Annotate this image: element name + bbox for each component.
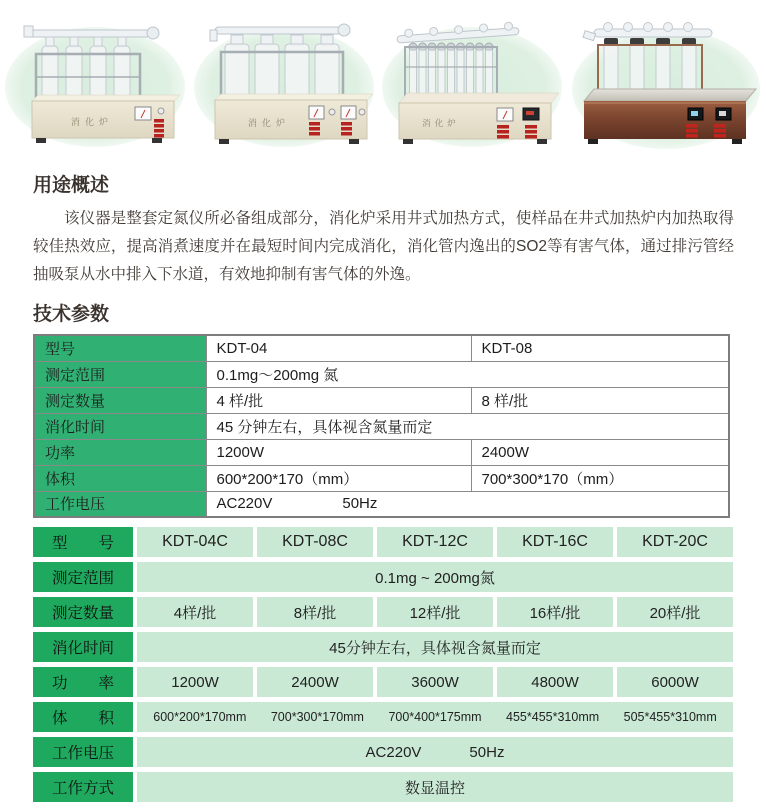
spec-value: 8 样/批 — [471, 387, 729, 413]
spec-label: 消化时间 — [33, 632, 133, 662]
digestion-tubes — [410, 50, 493, 98]
spec-value: 45 分钟左右，具体视含氮量而定 — [206, 413, 729, 439]
spec-label: 体 积 — [33, 702, 133, 732]
spec-value: 6000W — [617, 667, 733, 697]
table-row — [33, 597, 733, 627]
spec-label: 工作电压 — [34, 491, 206, 517]
power-knob — [329, 109, 335, 115]
table-row — [33, 562, 733, 592]
spec-table-c-series — [33, 527, 733, 802]
model-name: KDT-08C — [257, 527, 373, 557]
section-heading-specs: 技术参数 — [33, 304, 110, 325]
section-heading-overview: 用途概述 — [33, 175, 110, 196]
spec-label: 测定范围 — [34, 361, 206, 387]
model-name: KDT-20C — [617, 527, 733, 557]
model-name: KDT-12C — [377, 527, 493, 557]
dimension-value: 505*455*310mm — [623, 710, 717, 724]
spec-label: 工作电压 — [33, 737, 133, 767]
dimension-value: 700*400*175mm — [388, 710, 482, 724]
spec-value — [206, 491, 729, 517]
spec-label: 功 率 — [33, 667, 133, 697]
product-photo-digestion-furnace-2 — [191, 5, 377, 155]
table-row — [34, 439, 729, 465]
spec-value: 1200W — [137, 667, 253, 697]
dimension-value: 700*300*170mm — [270, 710, 364, 724]
spec-value — [137, 702, 733, 732]
spec-value: 4 样/批 — [206, 387, 471, 413]
table-row — [34, 335, 729, 361]
power-knob — [359, 109, 365, 115]
spec-label: 测定数量 — [34, 387, 206, 413]
product-photo-strip — [0, 4, 766, 156]
spec-label: 测定范围 — [33, 562, 133, 592]
spec-value: 700*300*170（mm） — [471, 465, 729, 491]
spec-value: KDT-08 — [471, 335, 729, 361]
power-knob — [158, 108, 164, 114]
model-name: KDT-16C — [497, 527, 613, 557]
frequency-value: 50Hz — [342, 495, 378, 513]
spec-value — [137, 737, 733, 767]
machine-front-label: 消化炉 — [70, 117, 114, 127]
spec-value: 0.1mg ~ 200mg氮 — [137, 562, 733, 592]
spec-value: 4800W — [497, 667, 613, 697]
spec-value: KDT-04 — [206, 335, 471, 361]
spec-label: 体积 — [34, 465, 206, 491]
table-row — [33, 632, 733, 662]
spec-label: 型号 — [34, 335, 206, 361]
overview-paragraph: 该仪器是整套定氮仪所必备组成部分，消化炉采用井式加热方式，使样品在井式加热炉内加热取得较佳热效应，提高消煮速度并在最短时间内完成消化，消化管内逸出的SO2等有害气体，通过排污管经抽吸泵从水中排入下水道，有效地抑制有害气体的外逸。 — [33, 210, 734, 283]
product-photo-digestion-furnace-3 — [379, 5, 565, 155]
spec-value: 1200W — [206, 439, 471, 465]
dimension-value: 455*455*310mm — [506, 710, 600, 724]
product-photo-digestion-furnace-1 — [2, 5, 188, 155]
spec-value: 2400W — [257, 667, 373, 697]
machine-front-label: 消化炉 — [422, 118, 461, 128]
spec-table-basic — [33, 334, 730, 518]
spec-label: 型 号 — [33, 527, 133, 557]
spec-label: 测定数量 — [33, 597, 133, 627]
spec-value: 8样/批 — [257, 597, 373, 627]
frequency-value: 50Hz — [469, 743, 505, 761]
spec-value: 数显温控 — [137, 772, 733, 802]
spec-value: 4样/批 — [137, 597, 253, 627]
product-photo-digestion-furnace-4 — [568, 5, 764, 155]
table-row — [33, 772, 733, 802]
spec-value: 45分钟左右，具体视含氮量而定 — [137, 632, 733, 662]
spec-label: 工作方式 — [33, 772, 133, 802]
spec-label: 功率 — [34, 439, 206, 465]
spec-label: 消化时间 — [34, 413, 206, 439]
spec-value: 3600W — [377, 667, 493, 697]
table-row — [34, 361, 729, 387]
voltage-value: AC220V — [365, 743, 422, 761]
table-row — [34, 413, 729, 439]
table-row — [33, 702, 733, 732]
table-row — [34, 491, 729, 517]
spec-value: 16样/批 — [497, 597, 613, 627]
table-row — [34, 465, 729, 491]
spec-value: 2400W — [471, 439, 729, 465]
table-row — [33, 737, 733, 767]
dimension-value: 600*200*170mm — [153, 710, 247, 724]
voltage-value: AC220V — [216, 495, 273, 513]
spec-value: 20样/批 — [617, 597, 733, 627]
table-row — [33, 667, 733, 697]
spec-value: 12样/批 — [377, 597, 493, 627]
spec-value: 0.1mg～200mg 氮 — [206, 361, 729, 387]
table-row — [33, 527, 733, 557]
model-name: KDT-04C — [137, 527, 253, 557]
spec-value: 600*200*170（mm） — [206, 465, 471, 491]
machine-front-label: 消化炉 — [247, 118, 290, 128]
table-row — [34, 387, 729, 413]
